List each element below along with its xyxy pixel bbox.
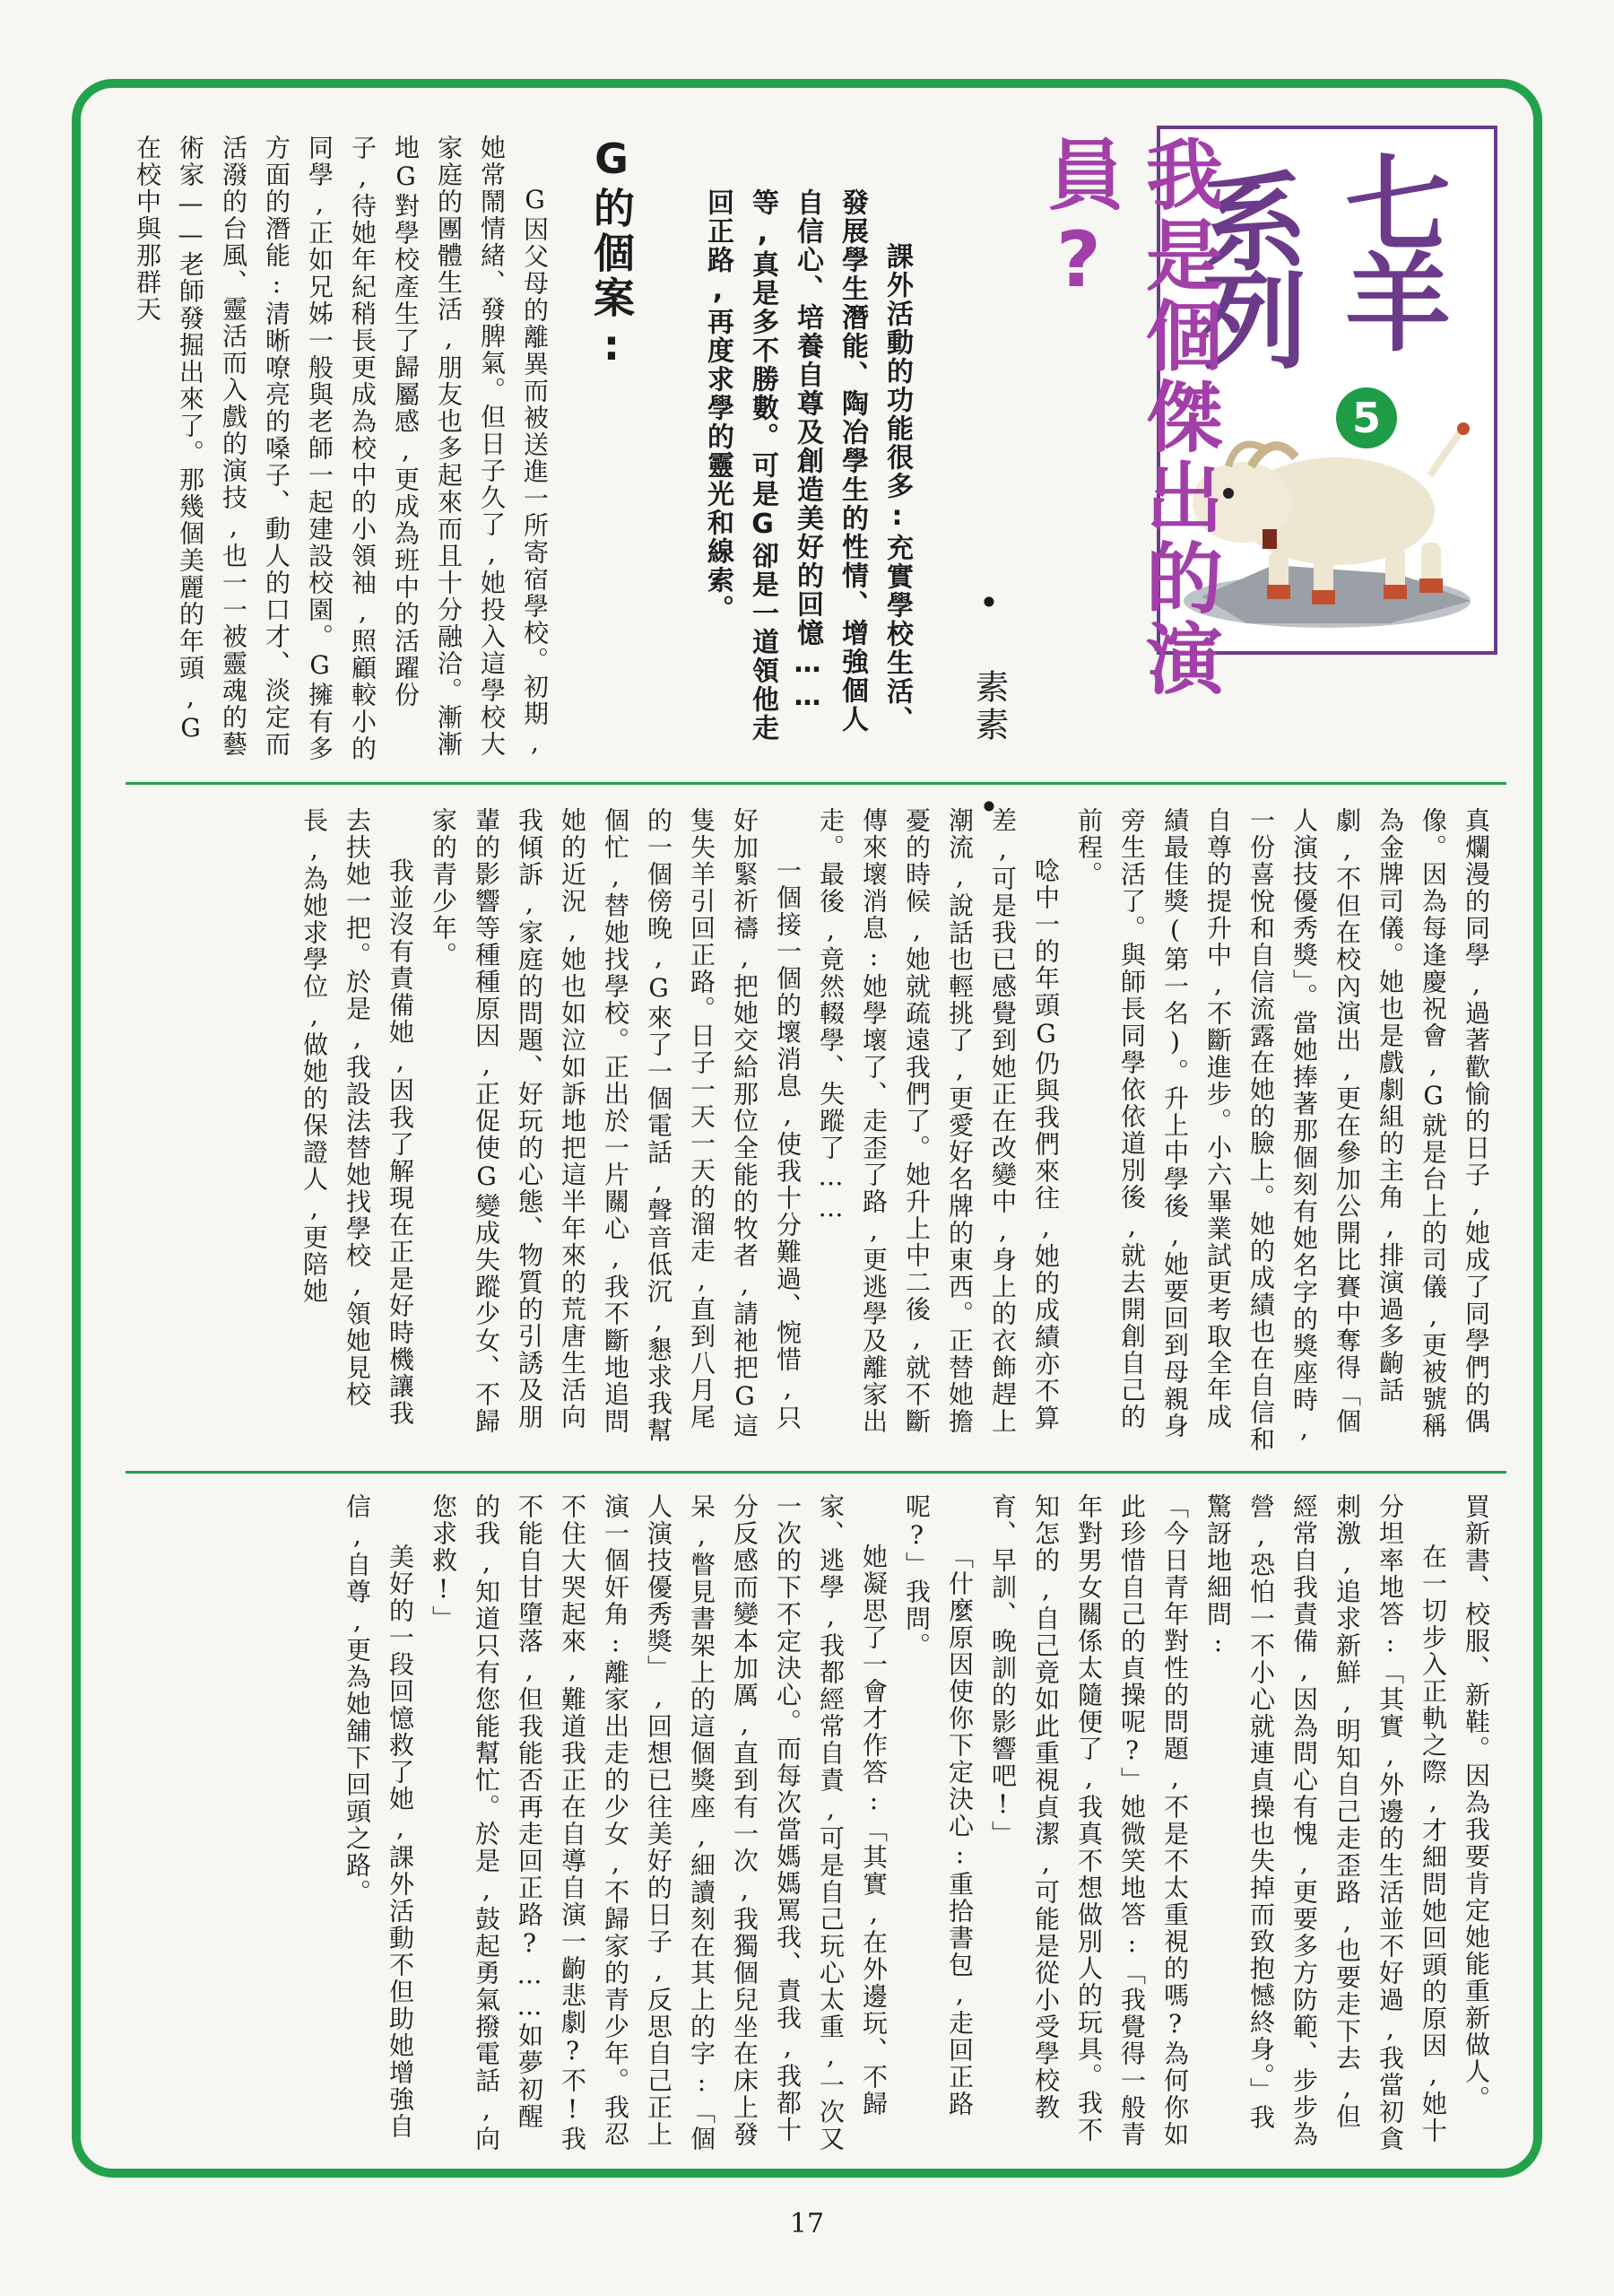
section-1-paragraph-1: G因父母的離異而被送進一所寄宿學校。初期,她常鬧情緒、發脾氣。但日子久了,她投入這學校大家庭的團體生活,朋友也多起來而且十分融洽。漸漸地G對學校產生了歸屬感,更成為班中的活躍份子,待她年紀稍長更成為校中的小領袖,照顧較小的同學,正如兄姊一般與老師一起建設校園。G擁有多方面的潛能:清晰嘹亮的嗓子、動人的口才、淡定而活潑的台風、靈活而入戲的演技,也一一被靈魂的藝術家——老師發掘出來了。那幾個美麗的年頭,G在校中與那群天 (133, 135, 550, 762)
section-divider-1 (126, 782, 1506, 785)
issue-number-badge: 5 (1336, 387, 1397, 448)
author-byline: • 素素 • (969, 583, 1009, 831)
series-char-4: 列 (1202, 260, 1308, 384)
series-char-3: 系 (1202, 161, 1308, 285)
page-number: 17 (789, 2208, 825, 2239)
section-3-paragraph-6: 美好的一段回憶救了她,課外活動不但助她增強自信,自尊,更為她舖下回頭之路。 (343, 1493, 415, 2140)
article-title: 我是個傑出的演員? (1034, 135, 1222, 700)
section-3-paragraph-5: 她凝思了一會才作答:「其實,在外邊玩、不歸家、逃學,我都經常自責,可是自己玩心太重,一次又一次的下不定決心。而每次當媽媽罵我、責我,我都十分反感而變本加厲,直到有一次,我獨個兒坐在床上發呆,瞥見書架上的這個獎座,細讀刻在其上的字:「個人演技優秀獎」,回想已往美好的日子,反思自己正上演一個奸角:離家出走的少女,不歸家的青少年。我忍不住大哭起來,難道我正在自導自演一齣悲劇?不!我不能自甘墮落,但我能否再走回正路?……如夢初醒的我,知道只有您能幫忙。於是,鼓起勇氣撥電話,向您求救!」 (429, 1493, 889, 2152)
section-2-paragraph-2: 唸中一的年頭G仍與我們來往,她的成績亦不算差,可是我已感覺到她正在改變中,身上的衣飾趕上潮流,說話也輕挑了,更愛好名牌的東西。正替她擔憂的時候,她就疏遠我們了。她升上中二後,就不斷傳來壞消息:她學壞了、走歪了路,更逃學及離家出走。最後,竟然輟學、失蹤了…… (816, 807, 1061, 1435)
intro-paragraph (695, 188, 919, 744)
case-heading: G的個案: (587, 135, 636, 373)
intro-text: 課外活動的功能很多:充實學校生活、發展學生潛能、陶冶學生的性情、增強個人自信心、培養自尊及創造美好的回憶……等,真是多不勝數。可是G卻是一道領他走回正路,再度求學的靈光和線索。 (702, 188, 913, 743)
series-char-1: 七 (1345, 144, 1452, 267)
series-char-2: 羊 (1345, 242, 1452, 366)
section-3-paragraph-2: 在一切步入正軌之際,才細問她回頭的原因,她十分坦率地答:「其實,外邊的生活並不好過,我當初貪刺激,追求新鮮,明知自己走歪路,也要走下去,但經常自我責備,因為問心有愧,更要多方防範、步步為營,恐怕一不小心就連貞操也失掉而致抱憾終身。」我驚訝地細問: (1203, 1493, 1448, 2152)
section-3-paragraph-1: 買新書、校服、新鞋。因為我要肯定她能重新做人。 (1462, 1493, 1491, 2112)
section-2-paragraph-3: 一個接一個的壞消息,使我十分難過、惋惜,只好加緊祈禱,把她交給那位全能的牧者,請祂把G這隻失羊引回正路。日子一天一天的溜走,直到八月尾的一個傍晚,G來了一個電話,聲音低沉,懇求我幫個忙,替她找學校。正出於一片關心,我不斷地追問她的近況,她也如泣如訴地把這半年來的荒唐生活向我傾訴,家庭的問題、好玩的心態、物質的引誘及朋輩的影響等種種原因,正促使G變成失蹤少女、不歸家的青少年。 (429, 807, 803, 1444)
section-2-paragraph-1: 真爛漫的同學,過著歡愉的日子,她成了同學們的偶像。因為每逢慶祝會,G就是台上的司儀,更被號稱為金牌司儀。她也是戲劇組的主角,排演過多齣話劇,不但在校內演出,更在參加公開比賽中奪得「個人演技優秀獎」。當她捧著那個刻有她名字的獎座時,一份喜悅和自信流露在她的臉上。她的成績也在自信和自尊的提升中,不斷進步。小六畢業試更考取全年成績最佳獎(第一名)。升上中學後,她要回到母親身旁生活了。與師長同學依依道別後,就去開創自己的前程。 (1074, 807, 1491, 1453)
section-2-body (292, 807, 1497, 1453)
section-divider-2 (126, 1471, 1506, 1474)
section-3-paragraph-3: 「今日青年對性的問題,不是不太重視的嗎?為何你如此珍惜自己的貞操呢?」她微笑地答:「我覺得一般青年對男女關係太隨便了,我真不想做別人的玩具。我不知怎的,自己竟如此重視貞潔,可能是從小受學校教育、早訓、晚訓的影響吧!」 (988, 1493, 1190, 2148)
section-1-body (126, 135, 556, 762)
section-3-paragraph-4: 「什麼原因使你下定決心:重拾書包,走回正路呢?」我問。 (902, 1493, 975, 2118)
section-3-body (335, 1493, 1497, 2152)
section-2-paragraph-4: 我並沒有責備她,因我了解現在正是好時機讓我去扶她一把。於是,我設法替她找學校,領她見校長,為她求學位,做她的保證人,更陪她 (299, 807, 415, 1427)
